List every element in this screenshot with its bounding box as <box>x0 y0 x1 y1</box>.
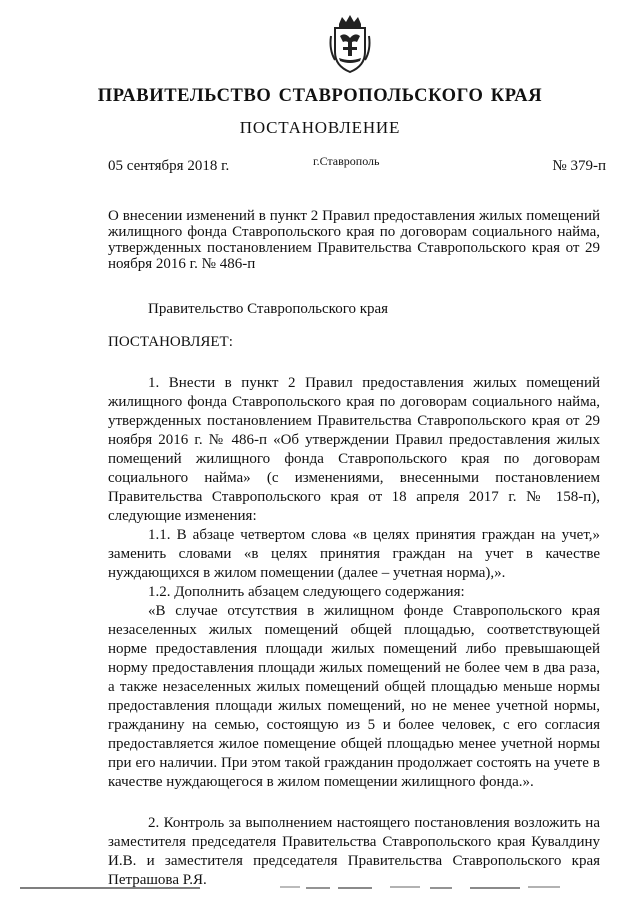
document-body <box>108 300 600 890</box>
paragraph-item-1: 1. Внести в пункт 2 Правил предоставления жилых помещений жилищного фонда Ставропольского края по договорам социального найма, утвержденных постановлением Правительства Ставропольского края от 29 ноября 2016 г. № 486-п «Об утверждении Правил предоставления жилых помещений жилищного фонда Ставропольского края по договорам социального найма» (с изменениями, внесенными постановлением Правительства Ставропольского края от 18 апреля 2017 г. № 158-п), следующие изменения: <box>108 375 600 524</box>
document-number: № 379-п <box>552 158 606 174</box>
paragraph-item-1-1: 1.1. В абзаце четвертом слова «в целях принятия граждан на учет,» заменить словами «в целях принятия граждан на учет в качестве нуждающихся в жилом помещении (далее – учетная норма),». <box>108 527 600 581</box>
government-title: ПРАВИТЕЛЬСТВО СТАВРОПОЛЬСКОГО КРАЯ <box>97 86 543 106</box>
paragraph-item-2: 2. Контроль за выполнением настоящего постановления возложить на заместителя председателя Правительства Ставропольского края Кувалдину И.В. и заместителя председателя Правительства Ставропольского края Петрашова Р.Я. <box>108 815 600 888</box>
decrees-word: ПОСТАНОВЛЯЕТ: <box>108 334 233 350</box>
document-city: г.Ставрополь <box>313 154 380 168</box>
stavropol-coat-of-arms-icon <box>327 14 373 76</box>
document-type: ПОСТАНОВЛЕНИЕ <box>239 118 401 137</box>
document-subject: О внесении изменений в пункт 2 Правил предоставления жилых помещений жилищного фонда Ставропольского края по договорам социального найма, утвержденных постановлением Правительства Ставропольского края от 29 ноября 2016 г. № 486-п <box>108 208 600 272</box>
issuing-authority: Правительство Ставропольского края <box>148 301 389 317</box>
page-bottom-rule <box>0 880 640 896</box>
paragraph-quote: «В случае отсутствия в жилищном фонде Ставропольского края незаселенных жилых помещений общей площадью, соответствующей норме предоставления площади жилых помещений либо превышающей норму предоставления площади жилых помещений не более чем в два раза, а также незаселенных жилых помещений общей площадью меньше нормы предоставления площади жилых помещений, но не менее учетной нормы, гражданину на семью, состоящую из 5 и более человек, с его согласия предоставляется жилое помещение общей площадью менее учетной нормы при его наличии. При этом такой гражданин продолжает состоять на учете в качестве нуждающегося в жилом помещении жилищного фонда.». <box>108 603 600 790</box>
document-date: 05 сентября 2018 г. <box>108 158 230 174</box>
paragraph-item-1-2: 1.2. Дополнить абзацем следующего содержания: <box>148 584 465 600</box>
